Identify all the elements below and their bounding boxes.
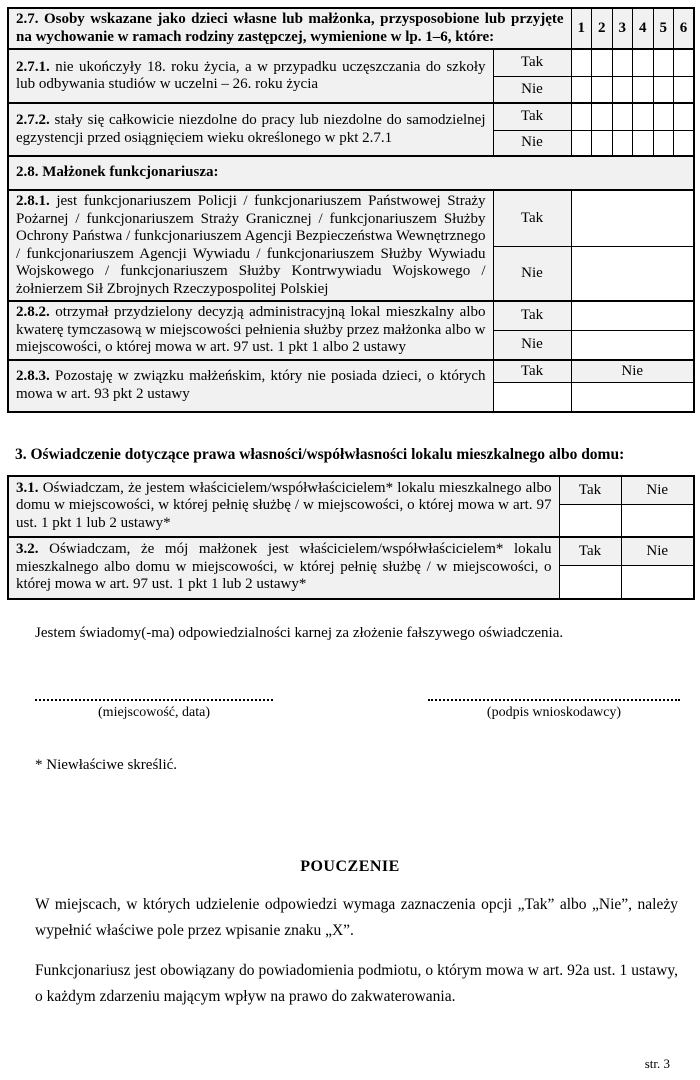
label-tak-2-7-1: Tak <box>493 49 571 76</box>
table-ownership-declaration <box>7 475 695 600</box>
answer-cell-3-1-nie[interactable] <box>621 505 694 537</box>
answer-cell-2-7-1-tak-4[interactable] <box>633 49 654 76</box>
answer-cell-2-7-1-nie-2[interactable] <box>592 76 613 103</box>
signature-block <box>35 699 680 721</box>
column-header-4: 4 <box>633 8 654 49</box>
page-number: str. 3 <box>644 1056 670 1071</box>
answer-cell-2-7-1-tak-5[interactable] <box>653 49 674 76</box>
answer-cell-2-7-1-nie-6[interactable] <box>674 76 695 103</box>
table-children-and-spouse <box>7 7 695 413</box>
question-2-8-2-text: 2.8.2. otrzymał przydzielony decyzją administracyjną lokal mieszkalny albo kwaterę tymczasową w miejscowości pełnienia służby przez małżonka albo w miejscowości, o której mowa w art. 97 ust. 1 pkt 1 albo 2 ustawy <box>8 301 493 360</box>
question-2-7-title: 2.7. Osoby wskazane jako dzieci własne lub małżonka, przysposobione lub przyjęte na wychowanie w ramach rodziny zastępczej, wymienione w lp. 1–6, które: <box>8 8 571 49</box>
answer-cell-2-8-2-tak[interactable] <box>571 301 694 330</box>
answer-cell-3-2-tak[interactable] <box>559 566 621 599</box>
column-header-1: 1 <box>571 8 592 49</box>
answer-cell-3-1-tak[interactable] <box>559 505 621 537</box>
question-2-7-1-text: 2.7.1. nie ukończyły 18. roku życia, a w przypadku uczęszczania do szkoły lub odbywania studiów w uczelni – 26. roku życia <box>8 49 493 103</box>
answer-cell-2-8-3-tak[interactable] <box>493 383 571 412</box>
label-nie-3-2: Nie <box>621 537 694 566</box>
row-2-8-2-tak <box>8 301 694 330</box>
row-2-8-1-tak <box>8 190 694 246</box>
answer-cell-2-7-2-nie-5[interactable] <box>653 130 674 156</box>
place-date-signature-line[interactable] <box>35 699 273 701</box>
applicant-signature-line[interactable] <box>428 699 680 701</box>
answer-cell-2-7-1-nie-3[interactable] <box>612 76 633 103</box>
place-date-label: (miejscowość, data) <box>98 704 210 720</box>
instruction-paragraph-1: W miejscach, w których udzielenie odpowiedzi wymaga zaznaczenia opcji „Tak” albo „Nie”, należy wypełnić właściwe pole przez wpisanie znaku „X”. <box>35 895 678 939</box>
label-nie-2-8-3: Nie <box>571 360 694 383</box>
answer-cell-2-8-2-nie[interactable] <box>571 330 694 359</box>
label-nie-2-7-1: Nie <box>493 76 571 103</box>
answer-cell-2-7-1-tak-3[interactable] <box>612 49 633 76</box>
footnote-strike-out: * Niewłaściwe skreślić. <box>35 756 178 773</box>
section-2-8-title: 2.8. Małżonek funkcjonariusza: <box>8 156 694 190</box>
label-tak-2-8-2: Tak <box>493 301 571 330</box>
answer-cell-2-7-2-nie-2[interactable] <box>592 130 613 156</box>
answer-cell-2-7-1-tak-1[interactable] <box>571 49 592 76</box>
label-nie-3-1: Nie <box>621 476 694 505</box>
answer-cell-2-8-3-nie[interactable] <box>571 383 694 412</box>
column-header-2: 2 <box>592 8 613 49</box>
answer-cell-2-7-2-tak-2[interactable] <box>592 103 613 130</box>
label-tak-3-1: Tak <box>559 476 621 505</box>
label-tak-2-8-1: Tak <box>493 190 571 246</box>
answer-cell-2-7-2-tak-3[interactable] <box>612 103 633 130</box>
label-tak-2-7-2: Tak <box>493 103 571 130</box>
answer-cell-2-8-1-nie[interactable] <box>571 246 694 301</box>
question-2-8-1-text: 2.8.1. jest funkcjonariuszem Policji / funkcjonariuszem Państwowej Straży Pożarnej / funkcjonariuszem Straży Granicznej / funkcjonariuszem Służby Ochrony Państwa / funkcjonariuszem Agencji Bezpieczeństwa Wewnętrznego / funkcjonariuszem Agencji Wywiadu / funkcjonariuszem Służby Wywiadu Wojskowego / funkcjonariuszem Służby Kontrwywiadu Wojskowego / żołnierzem Sił Zbrojnych Rzeczypospolitej Polskiej <box>8 190 493 301</box>
column-header-3: 3 <box>612 8 633 49</box>
answer-cell-2-7-2-nie-6[interactable] <box>674 130 695 156</box>
answer-cell-2-7-2-tak-1[interactable] <box>571 103 592 130</box>
answer-cell-2-8-1-tak[interactable] <box>571 190 694 246</box>
answer-cell-2-7-1-nie-1[interactable] <box>571 76 592 103</box>
row-2-7-1-tak <box>8 49 694 76</box>
instruction-paragraph-2: Funkcjonariusz jest obowiązany do powiadomienia podmiotu, o którym mowa w art. 92a ust. 1 ustawy, o każdym zdarzeniu mającym wpływ na prawo do zakwaterowania. <box>35 961 678 1005</box>
label-nie-2-8-1: Nie <box>493 246 571 301</box>
row-2-8-3-labels <box>8 360 694 383</box>
label-tak-3-2: Tak <box>559 537 621 566</box>
answer-cell-2-7-1-nie-5[interactable] <box>653 76 674 103</box>
answer-cell-2-7-1-nie-4[interactable] <box>633 76 654 103</box>
answer-cell-2-7-2-nie-3[interactable] <box>612 130 633 156</box>
answer-cell-2-7-2-tak-4[interactable] <box>633 103 654 130</box>
label-tak-2-8-3: Tak <box>493 360 571 383</box>
question-2-7-2-text: 2.7.2. stały się całkowicie niezdolne do pracy lub niezdolne do samodzielnej egzystencji przed osiągnięciem wieku określonego w pkt 2.7.1 <box>8 103 493 156</box>
question-3-2-text: 3.2. Oświadczam, że mój małżonek jest właścicielem/współwłaścicielem* lokalu mieszkalnego albo domu w miejscowości, w której pełnię służbę / w miejscowości, o której mowa w art. 97 ust. 1 pkt 1 lub 2 ustawy* <box>8 537 559 599</box>
row-2-7-2-tak <box>8 103 694 130</box>
label-nie-2-7-2: Nie <box>493 130 571 156</box>
row-2-7-header <box>8 8 694 49</box>
row-3-2-labels <box>8 537 694 566</box>
applicant-signature-label: (podpis wnioskodawcy) <box>486 704 622 720</box>
answer-cell-2-7-2-tak-5[interactable] <box>653 103 674 130</box>
row-3-1-labels <box>8 476 694 505</box>
answer-cell-2-7-2-nie-1[interactable] <box>571 130 592 156</box>
instruction-title: POUCZENIE <box>300 857 400 875</box>
answer-cell-2-7-1-tak-6[interactable] <box>674 49 695 76</box>
answer-cell-2-7-1-tak-2[interactable] <box>592 49 613 76</box>
column-header-6: 6 <box>674 8 695 49</box>
question-3-1-text: 3.1. Oświadczam, że jestem właścicielem/współwłaścicielem* lokalu mieszkalnego albo domu w miejscowości, w której pełnię służbę / w miejscowości, o której mowa w art. 97 ust. 1 pkt 1 lub 2 ustawy* <box>8 476 559 537</box>
criminal-liability-statement: Jestem świadomy(-ma) odpowiedzialności karnej za złożenie fałszywego oświadczenia. <box>35 624 564 641</box>
label-nie-2-8-2: Nie <box>493 330 571 359</box>
question-2-8-3-text: 2.8.3. Pozostaję w związku małżeńskim, który nie posiada dzieci, o których mowa w art. 93 pkt 2 ustawy <box>8 360 493 412</box>
answer-cell-2-7-2-nie-4[interactable] <box>633 130 654 156</box>
answer-cell-2-7-2-tak-6[interactable] <box>674 103 695 130</box>
answer-cell-3-2-nie[interactable] <box>621 566 694 599</box>
section-3-title: 3. Oświadczenie dotyczące prawa własności/współwłasności lokalu mieszkalnego albo domu: <box>15 445 625 463</box>
column-header-5: 5 <box>653 8 674 49</box>
row-2-8-header <box>8 156 694 190</box>
